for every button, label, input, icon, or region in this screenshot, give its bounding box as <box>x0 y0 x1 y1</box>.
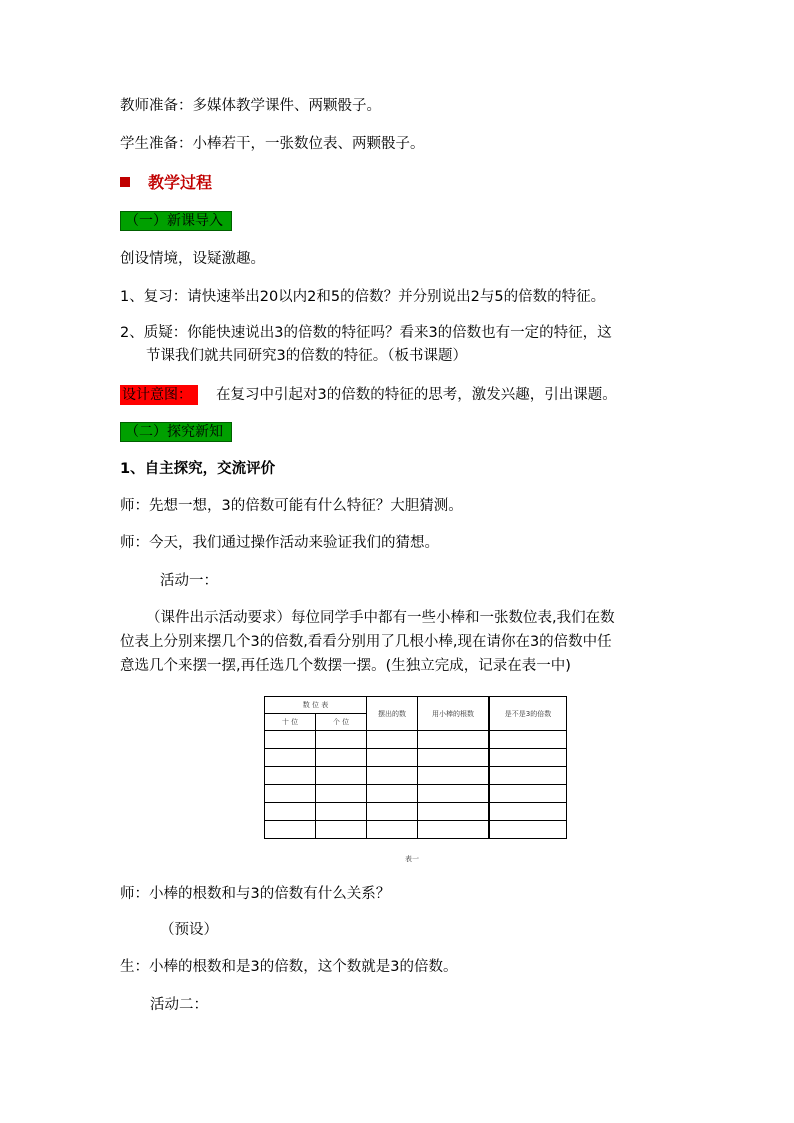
table-row <box>265 803 567 821</box>
section2-t2: 师：今天，我们通过操作活动来验证我们的猜想。 <box>120 535 439 551</box>
red-square-bullet-icon <box>120 177 130 187</box>
tens-header: 十 位 <box>265 714 316 731</box>
section1-item2-line1: 2、质疑：你能快速说出3的倍数的特征吗？看来3的倍数也有一定的特征，这 <box>120 325 612 341</box>
section2-tag: （二）探究新知 <box>120 422 232 442</box>
section2-t1: 师：先想一想，3的倍数可能有什么特征？大胆猜测。 <box>120 498 463 514</box>
section1-tag: （一）新课导入 <box>120 211 232 231</box>
multiple-column-header: 是不是3的倍数 <box>489 697 567 731</box>
process-heading <box>120 172 212 194</box>
section2-sub1: 1、自主探究，交流评价 <box>120 461 276 477</box>
table-row <box>265 749 567 767</box>
activity1-label: 活动一： <box>160 573 218 589</box>
process-heading-text: 教学过程 <box>148 173 213 192</box>
design-intent-tag: 设计意图： <box>120 385 198 405</box>
number-column-header: 摆出的数 <box>367 697 418 731</box>
activity1-para-line2: 位表上分别来摆几个3的倍数,看看分别用了几根小棒,现在请你在3的倍数中任 <box>120 634 612 650</box>
activity1-para-line1: （课件出示活动要求）每位同学手中都有一些小棒和一张数位表,我们在数 <box>146 610 615 626</box>
activity1-para-line3: 意选几个来摆一摆,再任选几个数摆一摆。(生独立完成，记录在表一中) <box>120 658 571 674</box>
section1-intro: 创设情境，设疑激趣。 <box>120 251 265 267</box>
table-row <box>265 785 567 803</box>
section2-t3: 师：小棒的根数和与3的倍数有什么关系？ <box>120 886 391 902</box>
record-table <box>264 696 567 839</box>
table-row <box>265 821 567 839</box>
sticks-column-header: 用小棒的根数 <box>418 697 490 731</box>
table-row <box>265 731 567 749</box>
design-intent-text: 在复习中引起对3的倍数的特征的思考，激发兴趣，引出课题。 <box>216 387 617 403</box>
teacher-prep: 教师准备：多媒体教学课件、两颗骰子。 <box>120 98 381 114</box>
student-answer: 生：小棒的根数和是3的倍数，这个数就是3的倍数。 <box>120 959 458 975</box>
table-row <box>265 767 567 785</box>
activity2-label: 活动二： <box>150 997 208 1013</box>
table-caption: 表一 <box>405 855 419 863</box>
section1-item1: 1、复习：请快速举出20以内2和5的倍数？并分别说出2与5的倍数的特征。 <box>120 289 606 305</box>
ones-header: 个 位 <box>316 714 367 731</box>
section1-item2-line2: 节课我们就共同研究3的倍数的特征。（板书课题） <box>146 348 467 364</box>
student-prep: 学生准备：小棒若干，一张数位表、两颗骰子。 <box>120 136 425 152</box>
preset-label: （预设） <box>160 922 218 938</box>
place-table-header: 数 位 表 <box>265 697 367 714</box>
